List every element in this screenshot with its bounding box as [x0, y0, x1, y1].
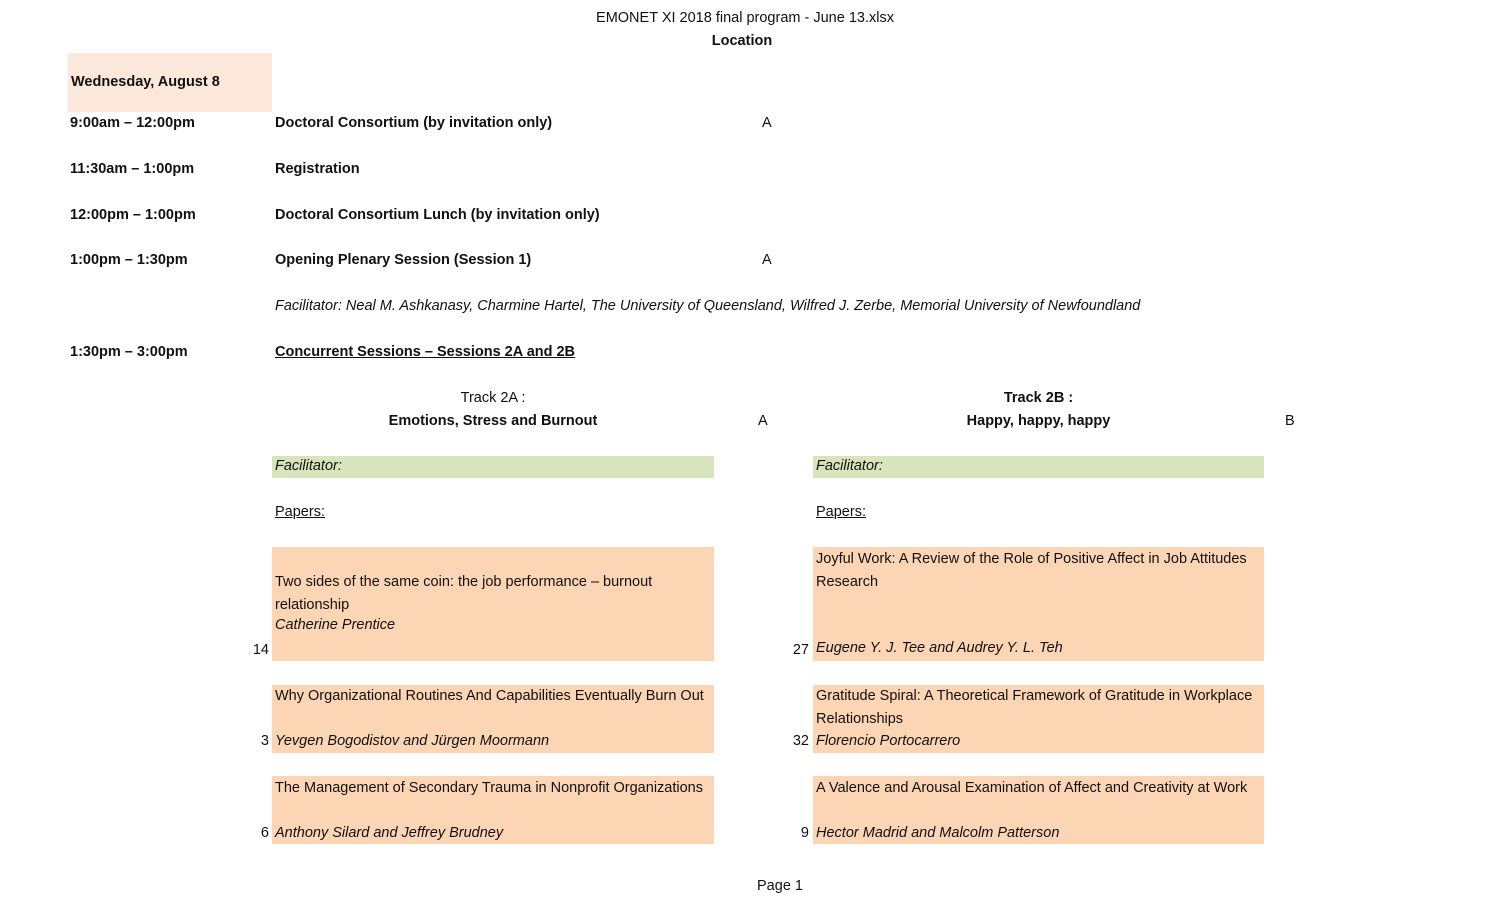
schedule-event: Doctoral Consortium Lunch (by invitation only) — [275, 207, 600, 223]
paper-authors: Yevgen Bogodistov and Jürgen Moormann — [275, 733, 550, 749]
papers-label: Papers: — [816, 504, 866, 520]
location-column-header: Location — [711, 33, 773, 49]
paper-id: 9 — [800, 825, 809, 841]
track-location: A — [758, 413, 768, 429]
paper-title: Gratitude Spiral: A Theoretical Framework of Gratitude in Workplace Relationships — [816, 688, 1253, 727]
paper-authors: Hector Madrid and Malcolm Patterson — [816, 825, 1060, 841]
track-name: Emotions, Stress and Burnout — [388, 413, 598, 429]
paper-id: 14 — [252, 642, 269, 658]
paper-title: Joyful Work: A Review of the Role of Positive Affect in Job Attitudes Research — [816, 551, 1247, 590]
paper-authors: Eugene Y. J. Tee and Audrey Y. L. Teh — [816, 640, 1063, 656]
track-name: Happy, happy, happy — [966, 413, 1111, 429]
paper-cell — [813, 685, 1264, 753]
schedule-time: 12:00pm – 1:00pm — [70, 207, 196, 223]
facilitator-label: Facilitator: — [816, 458, 883, 474]
paper-title: The Management of Secondary Trauma in Nonprofit Organizations — [275, 780, 703, 796]
schedule-time: 11:30am – 1:00pm — [70, 161, 195, 177]
page-number: Page 1 — [757, 878, 803, 894]
track-location: B — [1285, 413, 1295, 429]
paper-title: Why Organizational Routines And Capabilities Eventually Burn Out — [275, 688, 704, 704]
paper-title: Two sides of the same coin: the job performance – burnout relationship — [275, 574, 653, 613]
concurrent-time: 1:30pm – 3:00pm — [70, 344, 188, 360]
paper-title: A Valence and Arousal Examination of Affect and Creativity at Work — [816, 780, 1248, 796]
track-heading: Track 2A : — [460, 390, 526, 406]
schedule-event: Opening Plenary Session (Session 1) — [275, 252, 532, 268]
paper-cell — [272, 685, 714, 753]
plenary-facilitators: Facilitator: Neal M. Ashkanasy, Charmine Hartel, The University of Queensland, Wilfred J. Zerbe, Memorial University of Newfoundland — [275, 298, 1141, 314]
papers-label: Papers: — [275, 504, 325, 520]
schedule-time: 9:00am – 12:00pm — [70, 115, 195, 131]
paper-id: 27 — [792, 642, 809, 658]
schedule-event: Registration — [275, 161, 360, 177]
paper-cell — [813, 547, 1264, 661]
date-cell — [68, 53, 272, 112]
concurrent-title: Concurrent Sessions – Sessions 2A and 2B — [275, 344, 576, 360]
paper-authors: Anthony Silard and Jeffrey Brudney — [275, 825, 504, 841]
paper-cell — [272, 547, 714, 661]
schedule-location: A — [762, 115, 772, 131]
track-heading: Track 2B : — [1003, 390, 1074, 406]
facilitator-cell — [272, 456, 714, 478]
file-title: EMONET XI 2018 final program - June 13.xlsx — [596, 10, 894, 26]
facilitator-label: Facilitator: — [275, 458, 342, 474]
paper-cell — [813, 776, 1264, 844]
paper-id: 3 — [260, 733, 269, 749]
schedule-event: Doctoral Consortium (by invitation only) — [275, 115, 553, 131]
schedule-location: A — [762, 252, 772, 268]
schedule-time: 1:00pm – 1:30pm — [70, 252, 188, 268]
paper-cell — [272, 776, 714, 844]
facilitator-cell — [813, 456, 1264, 478]
paper-authors: Florencio Portocarrero — [816, 733, 961, 749]
paper-authors: Catherine Prentice — [275, 617, 396, 633]
paper-id: 6 — [260, 825, 269, 841]
day-label: Wednesday, August 8 — [71, 74, 220, 90]
paper-id: 32 — [792, 733, 809, 749]
